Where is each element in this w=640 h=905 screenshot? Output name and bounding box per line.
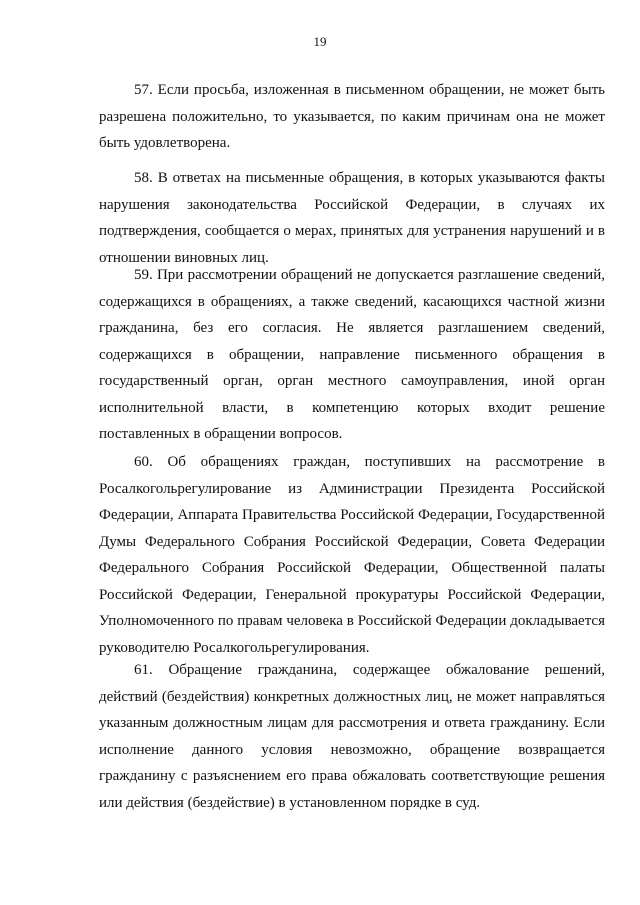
paragraph-61: 61. Обращение гражданина, содержащее обжалование решений, действий (бездействия) конкретных должностных лиц, не может направляться указанным должностным лицам для рассмотрения и ответа гражданину. Если исполнение данного условия невозможно, обращение возвращается гражданину с разъяснением его права обжаловать соответствующие решения или действия (бездействие) в установленном порядке в суд. (99, 662, 605, 811)
paragraph-59: 59. При рассмотрении обращений не допускается разглашение сведений, содержащихся в обращениях, а также сведений, касающихся частной жизни гражданина, без его согласия. Не является разглашением сведений, содержащихся в обращении, направление письменного обращения в государственный орган, орган местного самоуправления, иной орган исполнительной власти, в компетенцию которых входит решение поставленных в обращении вопросов. (99, 267, 605, 442)
paragraph-57: 57. Если просьба, изложенная в письменном обращении, не может быть разрешена положительно, то указывается, по каким причинам она не может быть удовлетворена. (99, 82, 605, 151)
page-number: 19 (313, 34, 327, 49)
paragraph-60: 60. Об обращениях граждан, поступивших на рассмотрение в Росалкогольрегулирование из Администрации Президента Российской Федерации, Аппарата Правительства Российской Федерации, Государственной Думы Федерального Собрания Российской Федерации, Совета Федерации Федерального Собрания Российской Федерации, Общественной палаты Российской Федерации, Генеральной прокуратуры Российской Федерации, Уполномоченного по правам человека в Российской Федерации докладывается руководителю Росалкогольрегулирования. (99, 454, 605, 656)
paragraph-58: 58. В ответах на письменные обращения, в которых указываются факты нарушения законодательства Российской Федерации, в случаях их подтверждения, сообщается о мерах, принятых для устранения нарушений и в отношении виновных лиц. (99, 170, 605, 266)
